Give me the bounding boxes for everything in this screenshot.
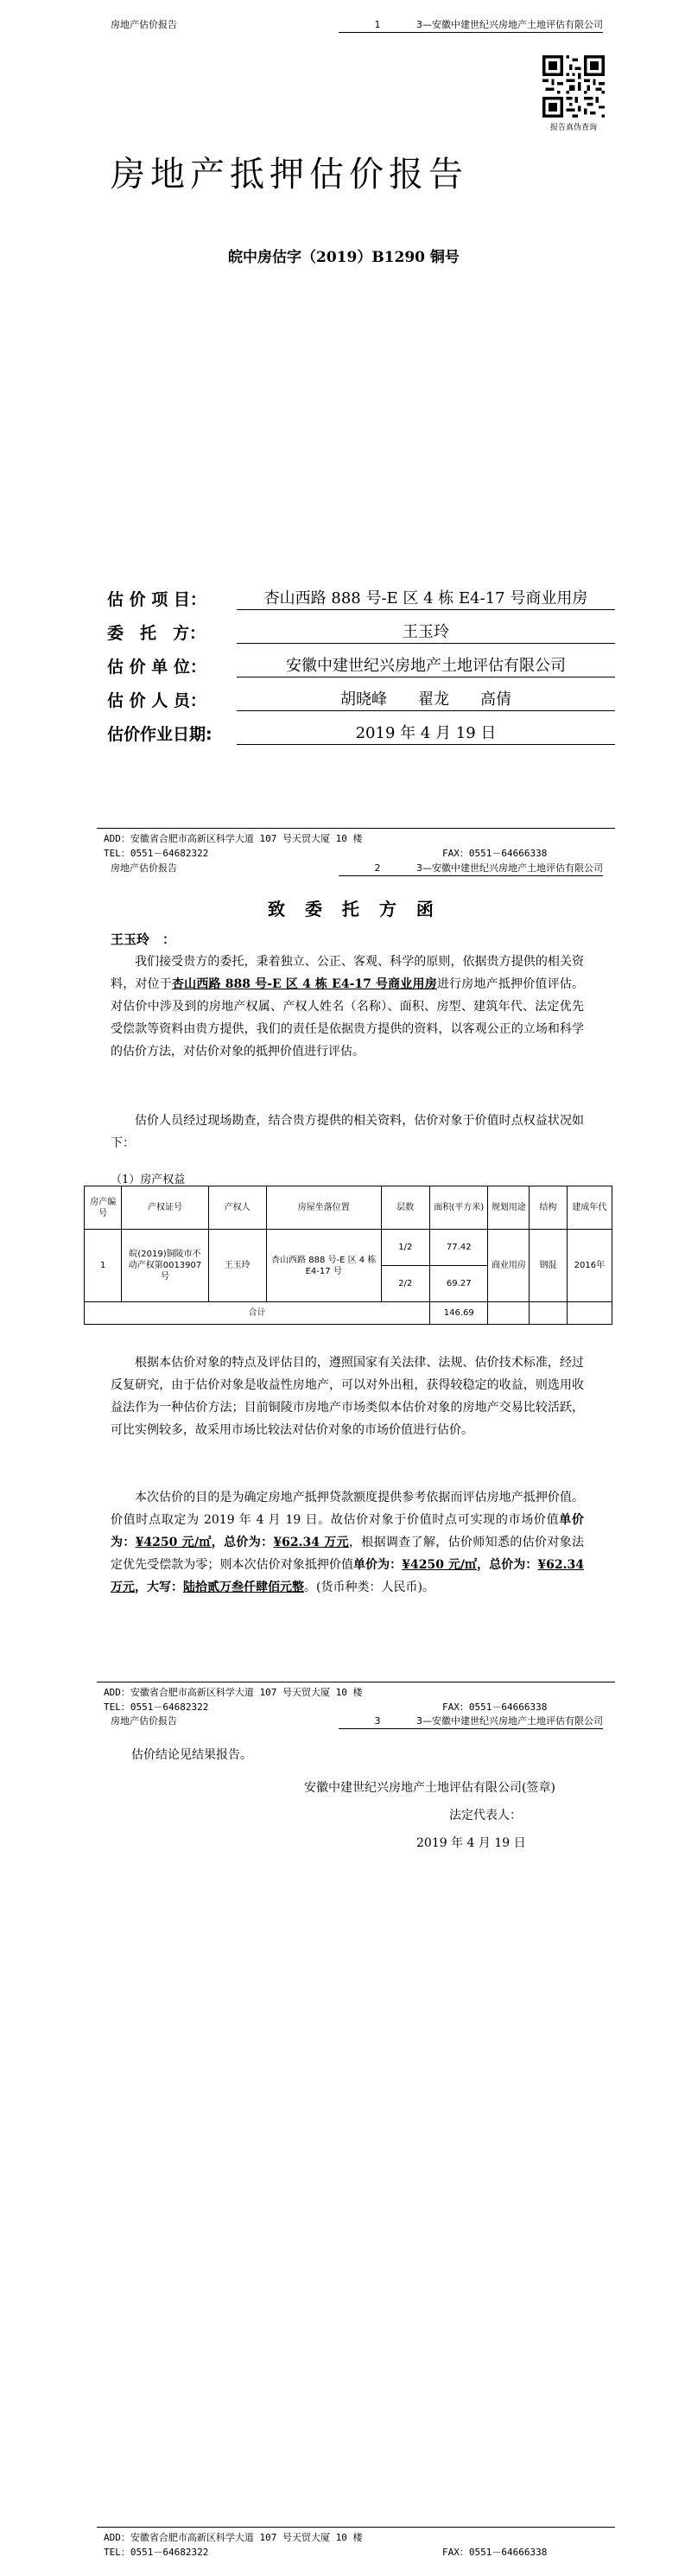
page-number: 1: [374, 19, 381, 30]
footer-rule: [97, 2527, 615, 2528]
footer-address: ADD：安徽省合肥市高新区科学大道 107 号天贸大厦 10 楼: [104, 1687, 363, 1698]
legal-representative: 法定代表人：: [449, 1809, 522, 1822]
letter-paragraph-3: 根据本估价对象的特点及评估目的，遵照国家有关法律、法规、估价技术标准，经过反复研究，由于估价对象是收益性房地产，可以对外出租，获得较稳定的收益，则选用收益法作为一种估价方法；目前铜陵市房地产市场类似本估价对象的房地产交易比较活跃，可比实例较多，故采用市场比较法对估价对象的市场价值进行估价。: [111, 1356, 584, 1437]
property-address: 杏山西路 888 号-E 区 4 栋 E4-17 号商业用房: [171, 977, 437, 991]
footer-tel: TEL：0551－64682322: [104, 2547, 209, 2558]
col-header: 产权证号: [122, 1186, 208, 1230]
cell-cert: 皖(2019)铜陵市不动产权第0013907号: [122, 1230, 208, 1302]
report-title: 房地产抵押估价报告: [111, 155, 468, 194]
letter-title: 致 委 托 方 函: [268, 899, 441, 919]
page-header-right: [339, 17, 603, 33]
cover-value-date: 2019 年 4 月 19 日: [237, 721, 615, 745]
cell-total-area: 146.69: [430, 1302, 488, 1325]
col-header: 房屋坐落位置: [266, 1186, 381, 1230]
cell-area: 69.27: [430, 1266, 488, 1302]
col-header: 结构: [530, 1186, 567, 1230]
total-price-in-words: 陆拾贰万叁仟肆佰元整: [183, 1581, 304, 1594]
table-row: [85, 1230, 612, 1266]
signer-company: 安徽中建世纪兴房地产土地评估有限公司(签章): [304, 1781, 555, 1795]
cover-value-appraiser: 安徽中建世纪兴房地产土地评估有限公司: [237, 653, 615, 677]
cell-total-label: 合计: [85, 1302, 430, 1325]
table-total-row: [85, 1302, 612, 1325]
page-header-left: 房地产估价报告: [111, 862, 177, 874]
report-number: 皖中房估字（2019）B1290 铜号: [228, 249, 460, 266]
section-property-rights: （1）房产权益: [111, 1174, 186, 1186]
footer-address: ADD：安徽省合肥市高新区科学大道 107 号天贸大厦 10 楼: [104, 833, 363, 844]
cell-year: 2016年: [567, 1230, 612, 1302]
cover-row-appraiser: [107, 653, 615, 677]
page-number: 2: [374, 862, 381, 874]
cell-floor: 1/2: [381, 1230, 430, 1266]
page-header-right: [339, 1714, 603, 1729]
cell-use: 商业用房: [488, 1230, 530, 1302]
page-header-company: 3—安徽中建世纪兴房地产土地评估有限公司: [416, 862, 603, 874]
cover-value-project: 杏山西路 888 号-E 区 4 栋 E4-17 号商业用房: [237, 586, 615, 610]
signature-date: 2019 年 4 月 19 日: [416, 1836, 526, 1850]
cell-no: 1: [85, 1230, 122, 1302]
conclusion-note: 估价结论见结果报告。: [131, 1748, 252, 1762]
cell-floor: 2/2: [381, 1266, 430, 1302]
footer-fax: FAX：0551－64666338: [442, 848, 548, 859]
letter-paragraph-4: 本次估价的目的是为确定房地产抵押贷款额度提供参考依据而评估房地产抵押价值。价值时点取定为 2019 年 4 月 19 日。故估价对象于价值时点可实现的市场价值单价为：¥4250 元/㎡，总价为：¥62.34 万元，根据调查了解，估价师知悉的估价对象法定优先受偿款为零；则本次估价对象抵押价值单价为：¥4250 元/㎡，总价为：¥62.34 万元，大写：陆拾贰万叁仟肆佰元整。(货币种类：人民币)。: [111, 1491, 585, 1594]
col-header: 建成年代: [567, 1186, 612, 1230]
footer-tel: TEL：0551－64682322: [104, 1701, 209, 1713]
footer-fax: FAX：0551－64666338: [442, 1701, 548, 1713]
cover-value-staff: 胡晓峰 翟龙 高倩: [237, 687, 615, 711]
cell-location: 杏山西路 888 号-E 区 4 栋 E4-17 号: [266, 1230, 381, 1302]
cover-row-client: [107, 620, 615, 644]
col-header: 房产编号: [85, 1186, 122, 1230]
page-header-left: 房地产估价报告: [111, 19, 177, 30]
mortgage-total-price: ¥62.34 万元: [111, 1558, 585, 1594]
cover-value-client: 王玉玲: [237, 620, 615, 644]
col-header: 规划用途: [488, 1186, 530, 1230]
mortgage-unit-price: ¥4250 元/㎡: [402, 1558, 478, 1572]
cover-label-project: 估 价 项 目：: [107, 590, 206, 609]
letter-paragraph-2: 估价人员经过现场勘查，结合贵方提供的相关资料，估价对象于价值时点权益状况如下：: [111, 1114, 584, 1150]
cover-row-staff: [107, 687, 615, 711]
cell-structure: 钢混: [530, 1230, 567, 1302]
letter-addressee: 王玉玲 ：: [111, 932, 176, 947]
qr-code-icon: [542, 55, 605, 118]
col-header: 产权人: [208, 1186, 266, 1230]
col-header: 层数: [381, 1186, 430, 1230]
letter-paragraph-1: 我们接受贵方的委托，秉着独立、公正、客观、科学的原则，依据贵方提供的相关资料，对位于杏山西路 888 号-E 区 4 栋 E4-17 号商业用房进行房地产抵押价值评估。对估价中涉及到的房地产权属、产权人姓名（名称）、面积、房型、建筑年代、法定优先受偿款等资料由贵方提供，我们的责任是依据贵方提供的资料，以客观公正的立场和科学的估价方法，对估价对象的抵押价值进行评估。: [111, 955, 585, 1059]
property-table: [84, 1186, 612, 1325]
page-header-right: [339, 861, 603, 876]
table-header-row: [85, 1186, 612, 1230]
unit-price: ¥4250 元/㎡: [135, 1536, 212, 1549]
cell-owner: 王玉玲: [208, 1230, 266, 1302]
footer-fax: FAX：0551－64666338: [442, 2547, 548, 2558]
page-number: 3: [374, 1715, 381, 1727]
qr-code[interactable]: [542, 55, 608, 132]
page-header-company: 3—安徽中建世纪兴房地产土地评估有限公司: [416, 19, 603, 30]
cover-row-date: [107, 721, 615, 745]
total-price: ¥62.34 万元: [273, 1536, 349, 1549]
cover-label-client: 委 托 方：: [107, 624, 206, 643]
cover-label-date: 估价作业日期:: [107, 725, 212, 744]
page-header-left: 房地产估价报告: [111, 1715, 177, 1727]
cover-label-appraiser: 估 价 单 位：: [107, 658, 206, 677]
cover-label-staff: 估 价 人 员：: [107, 691, 206, 710]
footer-rule: [97, 828, 615, 829]
cell-area: 77.42: [430, 1230, 488, 1266]
qr-caption: 报告真伪查询: [549, 124, 597, 132]
footer-tel: TEL：0551－64682322: [104, 848, 209, 859]
cover-row-project: [107, 586, 615, 610]
page-header-company: 3—安徽中建世纪兴房地产土地评估有限公司: [416, 1715, 603, 1727]
col-header: 面积(平方米): [430, 1186, 488, 1230]
footer-address: ADD：安徽省合肥市高新区科学大道 107 号天贸大厦 10 楼: [104, 2532, 363, 2543]
